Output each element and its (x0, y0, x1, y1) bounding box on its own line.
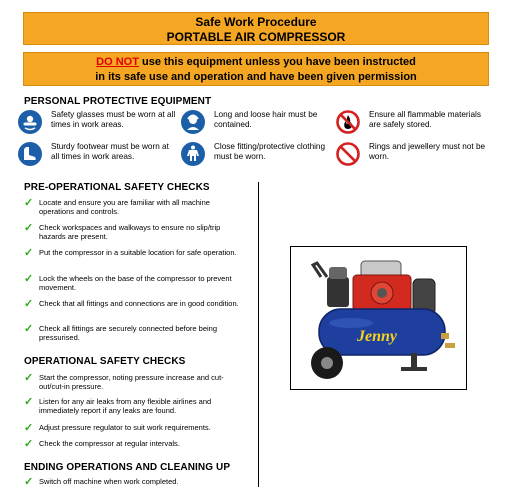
list-item: ✓ Locate and ensure you are familiar with all machine operations and controls. (24, 197, 210, 217)
warning-line-1 (24, 55, 488, 70)
no-flammables-icon (336, 110, 360, 134)
ppe-item-hair (181, 110, 339, 134)
check-icon: ✓ (24, 222, 34, 234)
document-title: Safe Work Procedure (195, 15, 317, 29)
ppe-text-flammable: Ensure all flammable materials are safely stored. (369, 110, 481, 129)
list-item: ✓ Switch off machine when work completed. (24, 476, 179, 487)
list-item: ✓ Listen for any air leaks from any flexible airlines and immediately report if any leaks are found. (24, 396, 212, 416)
list-item: ✓ Start the compressor, noting pressure increase and cut-out/cut-in pressure. (24, 372, 224, 392)
ending-heading: ENDING OPERATIONS AND CLEANING UP (24, 462, 231, 473)
ppe-item-footwear (18, 142, 176, 166)
check-icon: ✓ (24, 323, 34, 335)
ppe-item-glasses (18, 110, 176, 134)
ppe-heading: PERSONAL PROTECTIVE EQUIPMENT (24, 96, 212, 107)
list-item: ✓ Put the compressor in a suitable location for safe operation. (24, 247, 237, 259)
protective-clothing-icon (181, 142, 205, 166)
hair-net-icon (181, 110, 205, 134)
check-icon: ✓ (24, 422, 34, 434)
list-item: ✓ Check workspaces and walkways to ensure no slip/trip hazards are present. (24, 222, 221, 242)
warning-banner (23, 52, 489, 86)
list-item: ✓ Check that all fittings and connections are in good condition. (24, 298, 239, 310)
ppe-item-flammable (336, 110, 494, 134)
list-item: ✓ Check the compressor at regular intervals. (24, 438, 180, 450)
check-icon: ✓ (24, 247, 34, 259)
warning-line-2: in its safe use and operation and have been given permission (95, 71, 417, 83)
safety-glasses-icon (18, 110, 42, 134)
check-icon: ✓ (24, 396, 34, 408)
operational-heading: OPERATIONAL SAFETY CHECKS (24, 356, 186, 367)
warning-line-1-rest: use this equipment unless you have been instructed (138, 56, 416, 68)
compressor-brand-logo: Jenny (357, 328, 397, 345)
no-jewellery-icon (336, 142, 360, 166)
list-item: ✓ Check all fittings are securely connected before being pressurised. (24, 323, 218, 343)
ppe-text-clothing: Close fitting/protective clothing must be worn. (214, 142, 326, 161)
ppe-text-glasses: Safety glasses must be worn at all times in work areas. (51, 110, 176, 129)
column-divider (258, 182, 259, 487)
title-banner (23, 12, 489, 45)
check-icon: ✓ (24, 197, 34, 209)
ppe-text-footwear: Sturdy footwear must be worn at all times in work areas. (51, 142, 169, 161)
check-icon: ✓ (24, 372, 34, 384)
check-icon: ✓ (24, 438, 34, 450)
ppe-text-hair: Long and loose hair must be contained. (214, 110, 318, 129)
ppe-text-jewellery: Rings and jewellery must not be worn. (369, 142, 486, 161)
ppe-item-clothing (181, 142, 339, 166)
list-item: ✓ Adjust pressure regulator to suit work requirements. (24, 422, 211, 434)
ppe-item-jewellery (336, 142, 494, 166)
document-subtitle: PORTABLE AIR COMPRESSOR (166, 30, 346, 44)
safety-boots-icon (18, 142, 42, 166)
list-item: ✓ Lock the wheels on the base of the compressor to prevent movement. (24, 273, 232, 293)
check-icon: ✓ (24, 298, 34, 310)
check-icon: ✓ (24, 273, 34, 285)
air-compressor-illustration (291, 247, 466, 389)
warning-do-not: DO NOT (96, 56, 139, 68)
compressor-photo (290, 246, 467, 390)
check-icon: ✓ (24, 476, 34, 487)
pre-operational-heading: PRE-OPERATIONAL SAFETY CHECKS (24, 182, 210, 193)
